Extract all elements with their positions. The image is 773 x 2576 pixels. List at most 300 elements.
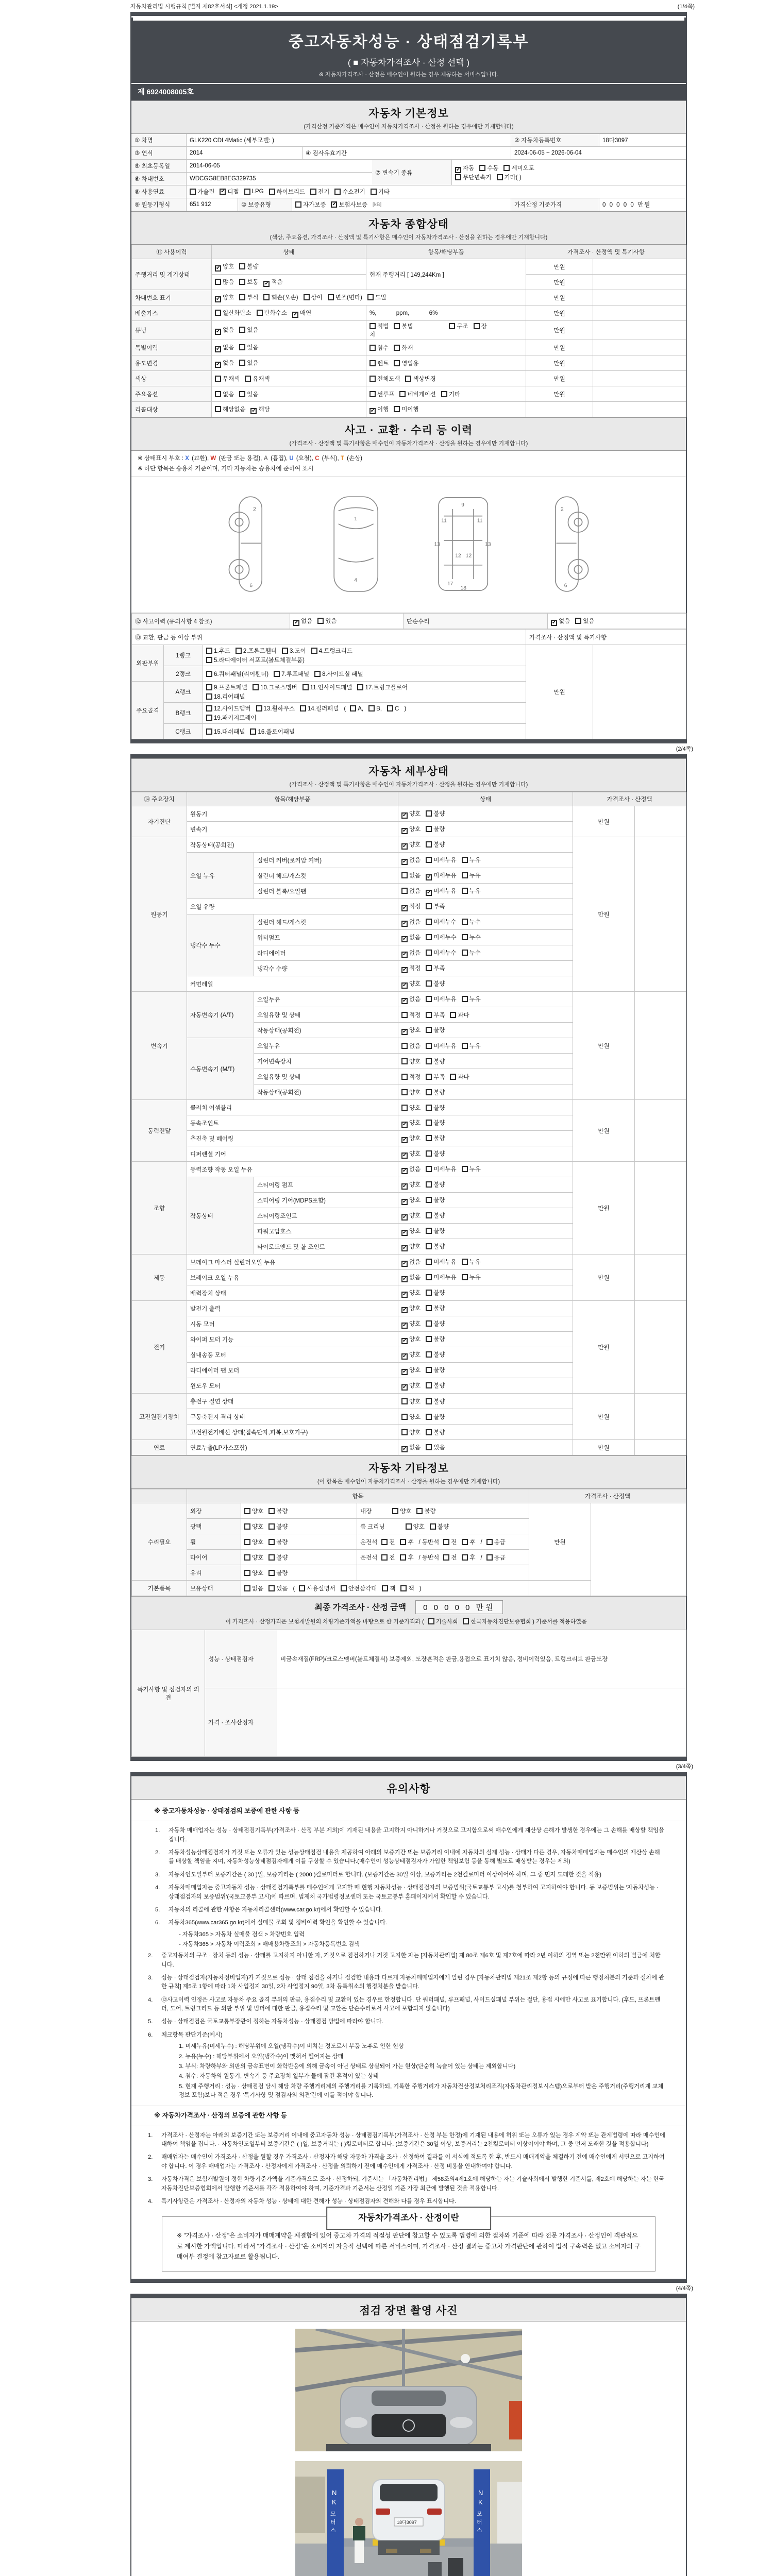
state-checkbox[interactable] — [215, 346, 221, 352]
rank-item-checkbox[interactable] — [303, 684, 309, 690]
state-checkbox[interactable] — [215, 265, 221, 272]
group-name: 수동변속기 (M/T) — [187, 1038, 254, 1100]
state-label: 일산화탄소 — [223, 310, 251, 316]
rank-item-checkbox[interactable] — [357, 684, 363, 690]
fuel-options — [187, 185, 686, 198]
header-item-part: 항목/해당부품 — [187, 792, 398, 806]
etc-label: 후 — [408, 1539, 414, 1546]
basic-item-checkbox[interactable] — [268, 1585, 275, 1591]
detail-checkbox[interactable] — [401, 1292, 408, 1298]
final-note-checkbox[interactable] — [428, 1618, 434, 1624]
basic-item-checkbox[interactable] — [341, 1585, 347, 1591]
detail-checkbox[interactable] — [426, 857, 432, 863]
detail-checkbox[interactable] — [401, 921, 408, 927]
detail-label: 불량 — [433, 1290, 445, 1296]
detail-checkbox[interactable] — [426, 1105, 432, 1111]
repair-checkbox[interactable] — [575, 618, 581, 624]
detail-checkbox[interactable] — [426, 1181, 432, 1188]
rank-item-checkbox[interactable] — [206, 671, 212, 677]
state-checkbox[interactable] — [215, 279, 221, 285]
notice-item-number: 3. — [148, 1975, 153, 1981]
detail-checkbox[interactable] — [401, 888, 408, 894]
detail-checkbox[interactable] — [426, 1212, 432, 1218]
detail-checkbox[interactable] — [426, 1382, 432, 1388]
detail-checkbox[interactable] — [426, 890, 432, 896]
fuel-checkbox[interactable] — [220, 189, 226, 195]
detail-label: 적정 — [409, 1012, 421, 1019]
detail-row — [132, 1162, 686, 1177]
notice-item-number: 5. — [155, 1906, 160, 1913]
fuel-checkbox[interactable] — [310, 189, 316, 195]
item-name: 스티어링 펌프 — [254, 1177, 398, 1193]
row-state-checks — [212, 306, 366, 321]
etc-item-checks — [241, 1519, 357, 1534]
detail-checkbox[interactable] — [401, 812, 408, 819]
etc-checkbox[interactable] — [462, 1554, 468, 1561]
item-name: 배력장치 상태 — [187, 1285, 398, 1301]
state-checkbox[interactable] — [250, 408, 257, 414]
detail-checkbox[interactable] — [426, 841, 432, 848]
detail-checkbox[interactable] — [401, 952, 408, 958]
item-checkbox[interactable] — [369, 391, 376, 397]
etc-checkbox[interactable] — [268, 1539, 275, 1545]
etc-checkbox[interactable] — [400, 1554, 406, 1561]
rank-item-checkbox[interactable] — [206, 684, 212, 690]
detail-checkbox[interactable] — [401, 843, 408, 850]
state-checkbox[interactable] — [215, 296, 221, 302]
detail-checkbox[interactable] — [462, 950, 468, 956]
detail-checkbox[interactable] — [426, 1429, 432, 1435]
item-checkbox[interactable] — [405, 376, 411, 382]
detail-checkbox[interactable] — [426, 1074, 432, 1080]
fuel-checkbox[interactable] — [190, 189, 196, 195]
detail-label: 양호 — [409, 810, 421, 817]
row-state-checks — [212, 321, 366, 340]
notice-sub-item: - 자동차365 > 자동차 실매물 검색 > 차량번호 입력 — [179, 1931, 305, 1938]
state-checkbox[interactable] — [215, 391, 221, 397]
state-checkbox[interactable] — [215, 310, 221, 316]
transmission-checkbox[interactable] — [497, 174, 503, 180]
detail-checkbox[interactable] — [462, 1166, 468, 1172]
detail-checkbox[interactable] — [426, 1197, 432, 1203]
etc-checkbox[interactable] — [244, 1508, 250, 1514]
row-state-checks — [212, 371, 366, 386]
rank-item-checkbox[interactable] — [236, 648, 242, 654]
item-name: 구동축전지 격리 상태 — [187, 1409, 398, 1425]
detail-checkbox[interactable] — [401, 1398, 408, 1404]
item-checkbox[interactable] — [369, 376, 376, 382]
etc-checkbox[interactable] — [416, 1508, 423, 1514]
rank-item-checkbox[interactable] — [274, 671, 280, 677]
rank-item-label: B, — [376, 706, 382, 712]
state-checkbox[interactable] — [367, 294, 374, 300]
detail-checkbox[interactable] — [426, 1336, 432, 1342]
fuel-checkbox[interactable] — [371, 189, 377, 195]
detail-checkbox[interactable] — [426, 874, 432, 880]
transmission-checkbox[interactable] — [503, 165, 510, 171]
basic-item-checkbox[interactable] — [382, 1585, 388, 1591]
detail-checkbox[interactable] — [401, 1058, 408, 1064]
car-name-value: GLK220 CDI 4Matic (세부모델: ) — [187, 134, 511, 147]
etc-checkbox[interactable] — [381, 1539, 388, 1545]
detail-checkbox[interactable] — [426, 1259, 432, 1265]
item-state-checks — [398, 1285, 573, 1301]
detail-checkbox[interactable] — [401, 1153, 408, 1159]
detail-checkbox[interactable] — [401, 1122, 408, 1128]
state-checkbox[interactable] — [215, 329, 221, 335]
detail-checkbox[interactable] — [401, 1245, 408, 1251]
detail-checkbox[interactable] — [401, 1384, 408, 1391]
rank-items — [203, 682, 526, 703]
etc-checkbox[interactable] — [443, 1539, 449, 1545]
item-checkbox[interactable] — [394, 406, 400, 412]
item-checkbox[interactable] — [394, 360, 400, 366]
etc-checkbox[interactable] — [400, 1539, 406, 1545]
item-label: 장치 — [369, 324, 487, 338]
row-label: 주행거리 및 계기상태 — [132, 259, 212, 290]
item-checkbox[interactable] — [449, 323, 455, 329]
item-name: 워터펌프 — [254, 930, 398, 945]
detail-header — [131, 758, 686, 792]
accident-checkbox[interactable] — [317, 618, 324, 624]
etc-checkbox[interactable] — [443, 1554, 449, 1561]
item-state-checks — [398, 1440, 573, 1455]
rank-item-checkbox[interactable] — [314, 671, 321, 677]
accident-checkbox[interactable] — [293, 620, 299, 626]
item-checkbox[interactable] — [399, 391, 406, 397]
basic-item-checkbox[interactable] — [299, 1585, 305, 1591]
detail-checkbox[interactable] — [401, 1089, 408, 1095]
detail-checkbox[interactable] — [450, 1012, 456, 1018]
item-state-checks — [398, 1177, 573, 1193]
etc-checkbox[interactable] — [244, 1554, 250, 1561]
item-name: 동력조향 작동 오일 누유 — [187, 1162, 398, 1177]
detail-checkbox[interactable] — [401, 1446, 408, 1452]
detail-checkbox[interactable] — [426, 1228, 432, 1234]
detail-checkbox[interactable] — [401, 936, 408, 942]
fuel-checkbox[interactable] — [269, 189, 275, 195]
detail-checkbox[interactable] — [401, 1074, 408, 1080]
item-label: 화재 — [401, 345, 413, 351]
etc-item-extra — [357, 1565, 529, 1581]
detail-checkbox[interactable] — [426, 934, 432, 940]
rank-item-checkbox[interactable] — [300, 705, 306, 711]
warranty-checkbox[interactable] — [295, 201, 301, 208]
state-checkbox[interactable] — [239, 294, 245, 300]
item-checkbox[interactable] — [369, 360, 376, 366]
etc-note: (이 항목은 매수인이 자동차가격조사 · 산정을 원하는 경우에만 기재합니다) — [317, 1479, 500, 1485]
rank-items — [203, 724, 526, 739]
notice-item — [131, 1950, 686, 1972]
detail-checkbox[interactable] — [426, 1150, 432, 1157]
detail-checkbox[interactable] — [426, 1367, 432, 1373]
item-name: 작동상태(공회전) — [254, 1023, 398, 1038]
detail-label: 양호 — [409, 1228, 421, 1234]
svg-text:9: 9 — [461, 502, 464, 508]
title-stripe — [133, 18, 684, 21]
etc-checkbox[interactable] — [430, 1523, 436, 1530]
inspector-type: 가격 · 조사산정자 — [205, 1688, 277, 1757]
rank-item-checkbox[interactable] — [368, 705, 375, 711]
detail-checkbox[interactable] — [401, 905, 408, 911]
detail-checkbox[interactable] — [401, 1199, 408, 1205]
state-checkbox[interactable] — [263, 294, 270, 300]
etc-checkbox[interactable] — [406, 1523, 412, 1530]
device-name: 변속기 — [132, 992, 187, 1100]
detail-checkbox[interactable] — [401, 1353, 408, 1360]
detail-checkbox[interactable] — [401, 1012, 408, 1018]
fuel-label: 하이브리드 — [276, 189, 306, 195]
state-checkbox[interactable] — [239, 344, 245, 350]
item-name: 실린더 커버(로커암 커버) — [254, 853, 398, 868]
etc-checkbox[interactable] — [381, 1554, 388, 1561]
item-checkbox[interactable] — [369, 408, 376, 414]
detail-checkbox[interactable] — [401, 1168, 408, 1174]
detail-checkbox[interactable] — [426, 1398, 432, 1404]
sheet — [130, 0, 695, 2576]
transmission-checkbox[interactable] — [455, 167, 461, 173]
repair-checkbox[interactable] — [551, 620, 557, 626]
detail-checkbox[interactable] — [426, 1089, 432, 1095]
etc-checkbox[interactable] — [268, 1523, 275, 1530]
rank-item-checkbox[interactable] — [256, 705, 262, 711]
row-remarks — [593, 402, 686, 417]
detail-checkbox[interactable] — [426, 950, 432, 956]
detail-checkbox[interactable] — [426, 1305, 432, 1311]
transmission-checkbox[interactable] — [455, 174, 461, 180]
comprehensive-note: (색상, 주요옵션, 가격조사 · 산정액 및 특기사항은 매수인이 자동차가격조사 · 산정을 원하는 경우에만 기재합니다) — [270, 234, 548, 241]
detail-checkbox[interactable] — [401, 859, 408, 865]
detail-checkbox[interactable] — [401, 1214, 408, 1221]
item-checkbox[interactable] — [441, 391, 447, 397]
item-checkbox[interactable] — [369, 345, 376, 351]
notice-item-text: 자동차가격은 보험개발원이 정한 차량기준가액을 기준가격으로 조사 · 산정하되, 기준서는 「자동차관리법」 제58조의4제1호에 해당하는 자는 기술사회에서 발행한 기준서를, 제2호에 해당하는 자는 한국자동차진단보증협회에서 발행한 기준서를 각각 적용하여야 하며, 기준가격과 기준서는 산정일 기준 가장 최근에 발행된 것을 적용합니다. — [161, 2176, 665, 2192]
detail-checkbox[interactable] — [426, 1274, 432, 1280]
detail-checkbox[interactable] — [401, 1307, 408, 1313]
exchange-price-header: 가격조사 · 산정액 및 특기사항 — [526, 630, 686, 645]
etc-checkbox[interactable] — [268, 1508, 275, 1514]
rank-item-checkbox[interactable] — [282, 648, 288, 654]
etc-checkbox[interactable] — [486, 1554, 493, 1561]
detail-label: 양호 — [409, 1105, 421, 1111]
detail-checkbox[interactable] — [426, 965, 432, 971]
detail-checkbox[interactable] — [426, 1444, 432, 1450]
detail-checkbox[interactable] — [426, 919, 432, 925]
item-label: 구조 — [457, 324, 468, 330]
item-state-checks — [398, 1255, 573, 1270]
basic-item-checkbox[interactable] — [400, 1585, 407, 1591]
detail-checkbox[interactable] — [401, 1029, 408, 1035]
detail-label: 불량 — [433, 1228, 445, 1234]
detail-checkbox[interactable] — [401, 1369, 408, 1375]
device-remarks — [635, 1100, 686, 1162]
etc-checkbox[interactable] — [268, 1554, 275, 1561]
detail-checkbox[interactable] — [426, 1027, 432, 1033]
rank-item-checkbox[interactable] — [206, 657, 212, 663]
state-checkbox[interactable] — [328, 294, 334, 300]
detail-checkbox[interactable] — [462, 1274, 468, 1280]
item-state-checks — [398, 1208, 573, 1224]
detail-checkbox[interactable] — [426, 980, 432, 987]
detail-checkbox[interactable] — [401, 998, 408, 1004]
item-checkbox[interactable] — [394, 345, 400, 351]
detail-checkbox[interactable] — [401, 1414, 408, 1420]
detail-label: 양호 — [409, 1367, 421, 1374]
state-checkbox[interactable] — [304, 294, 310, 300]
item-name: 윈도우 모터 — [187, 1378, 398, 1394]
state-checkbox[interactable] — [239, 360, 245, 366]
final-note-checkbox[interactable] — [463, 1618, 469, 1624]
detail-checkbox[interactable] — [401, 982, 408, 989]
detail-checkbox[interactable] — [426, 1290, 432, 1296]
item-checkbox[interactable] — [474, 323, 480, 329]
state-checkbox[interactable] — [239, 391, 245, 397]
detail-checkbox[interactable] — [426, 1135, 432, 1141]
detail-checkbox[interactable] — [401, 1276, 408, 1282]
detail-checkbox[interactable] — [462, 919, 468, 925]
notice-item-number: 6. — [155, 1920, 160, 1926]
item-name: 연료누출(LP가스포함) — [187, 1440, 398, 1455]
detail-checkbox[interactable] — [401, 1323, 408, 1329]
detail-checkbox[interactable] — [401, 967, 408, 973]
device-price: 만원 — [573, 1255, 635, 1301]
device-remarks — [635, 1162, 686, 1255]
notice-item — [131, 2129, 686, 2151]
detail-checkbox[interactable] — [462, 1259, 468, 1265]
device-price: 만원 — [573, 1394, 635, 1440]
detail-checkbox[interactable] — [426, 810, 432, 817]
rank-item-checkbox[interactable] — [350, 705, 356, 711]
state-checkbox[interactable] — [215, 362, 221, 368]
detail-checkbox[interactable] — [426, 1166, 432, 1172]
detail-checkbox[interactable] — [401, 1338, 408, 1344]
detail-checkbox[interactable] — [462, 888, 468, 894]
detail-checkbox[interactable] — [401, 872, 408, 878]
fuel-checkbox[interactable] — [334, 189, 341, 195]
item-label: 영업용 — [401, 360, 419, 367]
notice-item — [131, 2173, 686, 2195]
item-name: 충전구 절연 상태 — [187, 1394, 398, 1409]
detail-checkbox[interactable] — [426, 826, 432, 832]
detail-label: 양호 — [409, 1243, 421, 1250]
comprehensive-row — [132, 259, 686, 275]
detail-checkbox[interactable] — [426, 1012, 432, 1018]
rank-item-checkbox[interactable] — [250, 728, 256, 735]
notice-item-number: 1. — [155, 1827, 160, 1834]
etc-checkbox[interactable] — [244, 1570, 250, 1576]
rank-item-checkbox[interactable] — [253, 684, 259, 690]
etc-checkbox[interactable] — [244, 1523, 250, 1530]
accident-label: 있음 — [325, 618, 337, 624]
state-checkbox[interactable] — [292, 312, 298, 318]
detail-checkbox[interactable] — [462, 1043, 468, 1049]
detail-label: 없음 — [409, 919, 421, 925]
etc-checkbox[interactable] — [486, 1539, 493, 1545]
page-marker-2: (2/4쪽) — [676, 746, 693, 752]
etc-checkbox[interactable] — [244, 1539, 250, 1545]
detail-checkbox[interactable] — [401, 1230, 408, 1236]
etc-item-checks — [241, 1503, 357, 1519]
detail-checkbox[interactable] — [426, 1414, 432, 1420]
detail-checkbox[interactable] — [401, 1043, 408, 1049]
detail-checkbox[interactable] — [401, 1105, 408, 1111]
detail-checkbox[interactable] — [426, 1043, 432, 1049]
detail-checkbox[interactable] — [462, 857, 468, 863]
comprehensive-row — [132, 371, 686, 386]
detail-checkbox[interactable] — [426, 1120, 432, 1126]
detail-checkbox[interactable] — [401, 1261, 408, 1267]
device-name: 연료 — [132, 1440, 187, 1455]
detail-checkbox[interactable] — [426, 1351, 432, 1358]
detail-checkbox[interactable] — [426, 903, 432, 909]
state-checkbox[interactable] — [215, 406, 221, 412]
etc-checkbox[interactable] — [268, 1570, 275, 1576]
item-name: 작동상태(공회전) — [187, 837, 398, 853]
row-item-checks — [366, 402, 526, 417]
etc-label: 불량 — [276, 1523, 288, 1530]
rank-item-checkbox[interactable] — [206, 705, 212, 711]
detail-checkbox[interactable] — [426, 1058, 432, 1064]
etc-checkbox[interactable] — [462, 1539, 468, 1545]
state-checkbox[interactable] — [263, 281, 270, 287]
state-checkbox[interactable] — [257, 310, 263, 316]
detail-checkbox[interactable] — [401, 1429, 408, 1435]
transmission-checkbox[interactable] — [479, 165, 485, 171]
status-code-legend — [131, 451, 686, 463]
item-checkbox[interactable] — [394, 323, 400, 329]
etc-checkbox[interactable] — [392, 1508, 398, 1514]
detail-checkbox[interactable] — [426, 996, 432, 1002]
item-state-checks — [398, 1023, 573, 1038]
detail-label: 불량 — [433, 1027, 445, 1033]
detail-label: 양호 — [409, 1305, 421, 1312]
item-check-group — [369, 324, 418, 330]
notice-sub-item: 5. 현재 주행거리 : 성능 · 상태점검 당시 해당 차량 주행거리계의 주행거리를 기록하되, 기록한 주행거리가 자동차전산정보처리조직(자동차관리정보시스템)으로부터 받은 주행거리(주행거리계 교체 정보 포함)보다 적은 경우 '특기사항 및 점검자의 의견'란에 이를 적어야 합니다. — [179, 2083, 664, 2098]
rank-item-checkbox[interactable] — [206, 715, 212, 721]
item-state-checks — [398, 1270, 573, 1285]
state-checkbox[interactable] — [245, 376, 251, 382]
rank-item-checkbox[interactable] — [206, 648, 212, 654]
detail-checkbox[interactable] — [401, 828, 408, 834]
rank-item-checkbox[interactable] — [311, 648, 317, 654]
detail-checkbox[interactable] — [462, 872, 468, 878]
detail-checkbox[interactable] — [426, 1320, 432, 1327]
etc-label: 양호 — [252, 1554, 264, 1561]
state-checkbox[interactable] — [239, 327, 245, 333]
fuel-checkbox[interactable] — [244, 189, 250, 195]
basic-item-checkbox[interactable] — [244, 1585, 250, 1591]
rank-item-checkbox[interactable] — [387, 705, 393, 711]
state-label: 불량 — [247, 263, 259, 270]
rank-items — [203, 666, 526, 682]
detail-checkbox[interactable] — [401, 1137, 408, 1143]
state-checkbox[interactable] — [215, 376, 221, 382]
detail-checkbox[interactable] — [462, 934, 468, 940]
rank-item-checkbox[interactable] — [206, 728, 212, 735]
simple-repair-label: 단순수리 — [404, 614, 548, 629]
detail-checkbox[interactable] — [426, 1243, 432, 1249]
detail-label: 부족 — [433, 1074, 445, 1080]
etc-text: / 동반석 — [418, 1539, 440, 1546]
rank-item-checkbox[interactable] — [206, 693, 212, 700]
warranty-checkbox[interactable] — [331, 201, 337, 208]
detail-checkbox[interactable] — [401, 1183, 408, 1190]
item-checkbox[interactable] — [369, 323, 376, 329]
state-checkbox[interactable] — [239, 263, 245, 269]
detail-checkbox[interactable] — [462, 996, 468, 1002]
detail-checkbox[interactable] — [450, 1074, 456, 1080]
state-checkbox[interactable] — [239, 279, 245, 285]
